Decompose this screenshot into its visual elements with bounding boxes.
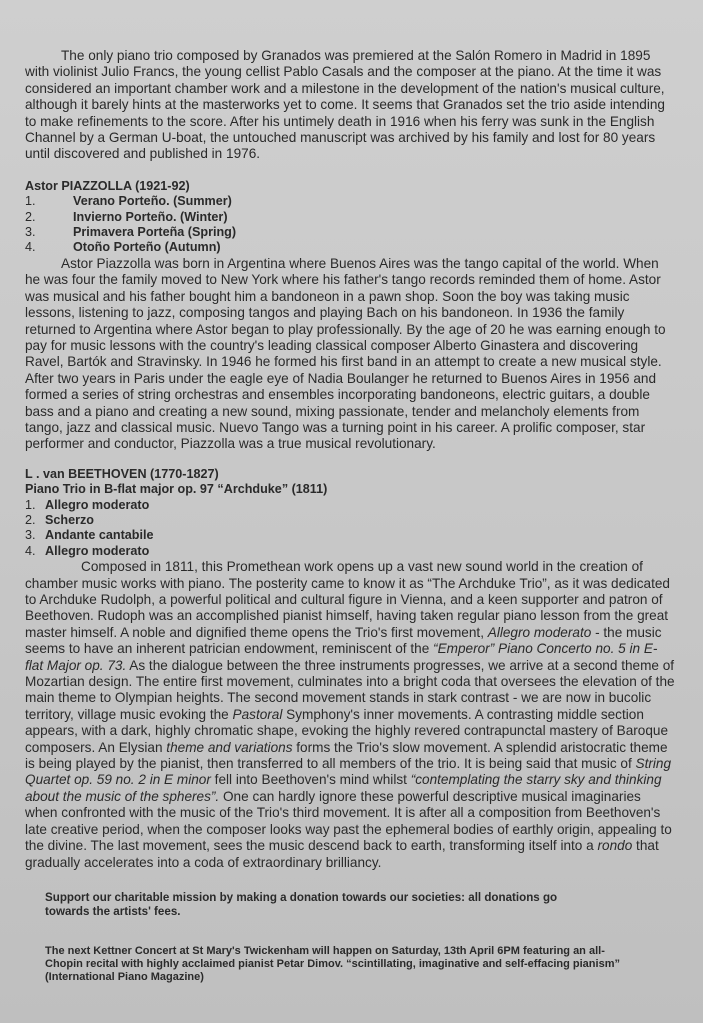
piazzolla-bio-paragraph: Astor Piazzolla was born in Argentina where Buenos Aires was the tango capital of the world. When he was four the family moved to New York where his father's tango records reminded them of home. Astor was musical and his father bought him a bandoneon in a pawn shop. Soon the boy was taking music lessons, listening to jazz, composing tangos and playing Bach on his bandoneon. In 1936 the family returned to Argentina where Astor began to play professionally. By the age of 20 he was earning enough to pay for music lessons with the country's leading classical composer Alberto Ginastera and discovering Ravel, Bartók and Stravinsky. In 1946 he formed his first band in an attempt to create a new musical style. After two years in Paris under the eagle eye of Nadia Boulanger he returned to Buenos Aires in 1956 and formed a series of string orchestras and ensembles incorporating bandoneons, electric guitars, a double bass and a piano and creating a new sound, mixing passionate, tender and melancholy elements from tango, jazz and classical music. Nuevo Tango was a turning point in his career. A prolific composer, star performer and conductor, Piazzolla was a true musical revolutionary. <box>25 255 666 452</box>
list-item <box>25 513 675 528</box>
piazzolla-heading <box>25 179 675 194</box>
item-number: 1. <box>25 497 36 512</box>
piazzolla-composer-prefix: Astor <box>25 178 62 193</box>
item-number: 2. <box>25 512 36 527</box>
beethoven-section <box>25 467 675 871</box>
item-number: 1. <box>25 194 36 209</box>
notes-italic: String Quartet op. 59 no. 2 in E minor <box>25 756 672 788</box>
notes-italic: Allegro moderato <box>487 624 592 640</box>
piazzolla-composer-name: PIAZZOLLA <box>61 178 132 193</box>
notes-text: One can hardly ignore these powerful descriptive musical imaginaries when confronted with the music of the Trio's third movement. It is after all a composition from Beethoven's late creative period, when the composer looks way past the ephemeral bodies of earthly origin, appealing to the divine. The last movement, sees the music descend back to earth, transforming itself into a <box>25 788 672 854</box>
list-item <box>25 544 675 559</box>
list-item <box>25 528 675 543</box>
item-title: Invierno Porteño. (Winter) <box>73 209 228 224</box>
beethoven-notes-paragraph <box>25 559 675 871</box>
item-title: Allegro moderato <box>45 543 150 558</box>
notes-text: - the music seems to have an inherent patrician endowment, reminiscent of the <box>25 624 662 657</box>
notes-italic: “Emperor” Piano Concerto no. 5 in E-flat Major op. 73. <box>25 641 658 673</box>
list-item <box>25 210 675 225</box>
piazzolla-dates: (1921-92) <box>131 178 190 193</box>
notes-italic: Pastoral <box>232 706 283 722</box>
beethoven-heading <box>25 467 675 482</box>
notes-italic: “contemplating the starry sky and thinking about the music of the spheres”. <box>25 772 662 804</box>
notes-text: forms the Trio's slow movement. A splendid aristocratic theme is being played by the pianist, then transferred to all members of the trio. It is being said that music of <box>25 739 668 772</box>
notes-text: As the dialogue between the three instruments progresses, we arrive at a second theme of Mozartian design. The entire first movement, culminates into a bright coda that oversees the elevation of the main theme to Olympian heights. The second movement stands in stark contrast - we are now in bucolic territory, village music evoking the <box>25 657 675 722</box>
item-number: 2. <box>25 209 36 224</box>
list-item <box>25 225 675 240</box>
notes-italic: rondo <box>597 838 633 854</box>
list-item <box>25 194 675 209</box>
item-title: Primavera Porteña (Spring) <box>73 225 237 240</box>
item-title: Andante cantabile <box>45 528 154 543</box>
notes-italic: theme and variations <box>166 739 293 755</box>
item-title: Verano Porteño. (Summer) <box>73 194 232 209</box>
item-number: 4. <box>25 543 36 558</box>
notes-text: Symphony's inner movements. A contrasting middle section appears, with a dark, highly chromatic shape, evoking the highly revered contrapunctal mastery of Baroque composers. An Elysian <box>25 706 669 755</box>
item-title: Otoño Porteño (Autumn) <box>73 240 221 255</box>
beethoven-dates: (1770-1827) <box>146 466 219 481</box>
item-number: 3. <box>25 225 36 240</box>
item-number: 4. <box>25 240 36 255</box>
next-concert-notice: The next Kettner Concert at St Mary's Twickenham will happen on Saturday, 13th April 6PM featuring an all-Chopin recital with highly acclaimed pianist Petar Dimov. “scintillating, imaginative and self-effacing pianism” (International Piano Magazine) <box>45 944 620 983</box>
beethoven-composer: L . van BEETHOVEN <box>25 466 147 481</box>
list-item <box>25 240 675 255</box>
item-title: Allegro moderato <box>45 497 150 512</box>
item-title: Scherzo <box>45 512 94 527</box>
piazzolla-works-list <box>25 194 675 256</box>
beethoven-work-title: Piano Trio in B-flat major op. 97 “Archduke” (1811) <box>25 482 328 497</box>
notes-text: Composed in 1811, this Promethean work opens up a vast new sound world in the creation of chamber music works with piano. The posterity came to know it as “The Archduke Trio”, as it was dedicated to Archduke Rudolph, a powerful political and cultural figure in Vienna, and a keen supporter and patron of Beethoven. Rudoph was an accomplished pianist himself, having taken regular piano lesson from the great master himself. A noble and dignified theme opens the Trio's first movement, <box>25 559 670 640</box>
list-item <box>25 498 675 513</box>
donation-notice: Support our charitable mission by making a donation towards our societies: all donations go towards the artists' fees. <box>45 890 558 918</box>
notes-text: that gradually accelerates into a coda of extraordinary brilliancy. <box>25 838 659 870</box>
item-number: 3. <box>25 528 36 543</box>
notes-text: fell into Beethoven's mind whilst <box>210 772 411 788</box>
granados-intro-paragraph: The only piano trio composed by Granados was premiered at the Salón Romero in Madrid in 1895 with violinist Julio Francs, the young cellist Pablo Casals and the composer at the piano. At the time it was considered an important chamber work and a milestone in the development of the nation's musical culture, although it barely hints at the masterworks yet to come. It seems that Granados set the trio aside intending to make refinements to the score. After his untimely death in 1916 when his ferry was sunk in the English Channel by a German U-boat, the untouched manuscript was archived by his family and lost for 80 years until discovered and published in 1976. <box>25 48 665 162</box>
beethoven-movements-list <box>25 498 675 560</box>
piazzolla-section <box>25 179 675 453</box>
